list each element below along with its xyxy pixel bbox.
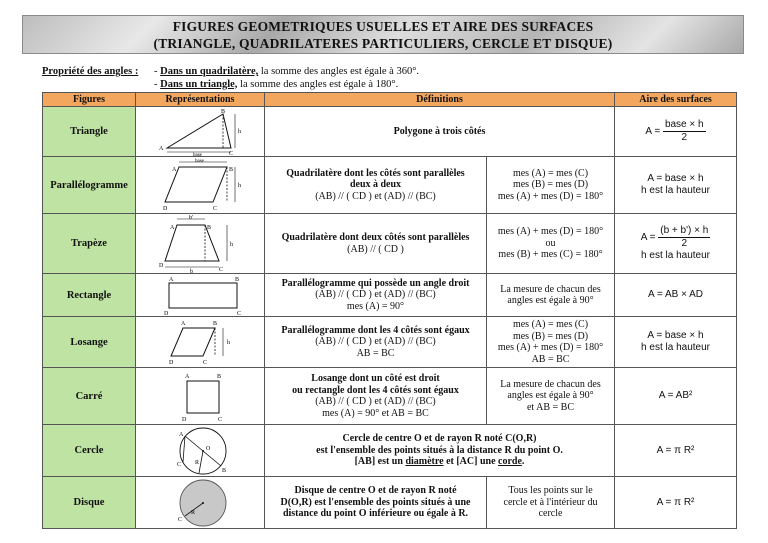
area-formula — [615, 214, 737, 274]
area-line: A = π R² — [656, 444, 695, 456]
note-line: Tous les points sur le — [508, 485, 593, 497]
definition-line: Losange dont un côté est droit — [311, 373, 440, 384]
quad-subject: Dans un quadrilatère, — [160, 66, 259, 77]
figures-table — [42, 92, 737, 529]
definition-line: distance du point O inférieure ou égale à R. — [282, 508, 469, 520]
measure-line: mes (B) = mes (D) — [512, 179, 589, 191]
definition-line: (AB) // ( CD ) et (AD) // (BC) — [315, 396, 436, 407]
label-b: B — [235, 277, 240, 283]
prefix: - — [154, 66, 161, 77]
disc-note — [487, 477, 615, 529]
table-row — [43, 317, 737, 368]
fraction-denominator: 2 — [681, 132, 688, 143]
label-b: B — [222, 467, 227, 474]
definition-line — [355, 456, 525, 467]
definition-cell — [265, 317, 487, 368]
area-line: A = base × h — [647, 330, 704, 341]
label-d: D — [164, 311, 169, 315]
angle-measures — [487, 214, 615, 274]
figure-name: Rectangle — [43, 274, 136, 317]
circle-svg — [145, 426, 255, 476]
properties-label: Propriété des angles : — [42, 66, 139, 77]
label-d: D — [163, 206, 168, 212]
definition-line: mes (A) = 90° et AB = BC — [322, 407, 429, 419]
label-h: h — [230, 241, 233, 248]
square-drawing — [136, 368, 265, 425]
label-b: B — [207, 224, 212, 231]
figure-name: Cercle — [43, 425, 136, 477]
square-svg — [145, 369, 255, 423]
measure-line: mes (A) + mes (D) = 180° — [497, 226, 604, 238]
measure-line: La mesure de chacun des — [500, 283, 601, 295]
definition-line: (AB) // ( CD ) — [347, 243, 404, 255]
header-figures: Figures — [43, 93, 136, 107]
definition-cell — [265, 214, 487, 274]
label-c: C — [237, 311, 242, 315]
figure-name: Disque — [43, 477, 136, 529]
disc-svg — [145, 478, 255, 528]
label-a: A — [181, 321, 186, 327]
figure-name: Losange — [43, 317, 136, 368]
label-c: C — [203, 360, 208, 366]
label-c: C — [177, 461, 182, 468]
text-part: . — [521, 456, 525, 468]
table-row — [43, 425, 737, 477]
disc-drawing — [136, 477, 265, 529]
table-row — [43, 214, 737, 274]
area-line: A = AB × AD — [647, 289, 704, 300]
table-row — [43, 477, 737, 529]
measure-line: La mesure de chacun des — [500, 378, 601, 390]
definition-line: deux à deux — [349, 179, 402, 191]
definition-line: Quadrilatère dont les côtés sont parallèles — [286, 167, 465, 179]
definition-line: (AB) // ( CD ) et (AD) // (BC) — [315, 336, 436, 348]
label-r: R — [191, 509, 196, 516]
label-o: O — [206, 445, 211, 452]
triangle-drawing — [136, 107, 265, 157]
definition-line: Disque de centre O et de rayon R noté — [294, 485, 457, 497]
area-formula — [615, 274, 737, 317]
definition-line: Quadrilatère dont deux côtés sont parallèles — [281, 232, 470, 243]
definition-line: est l'ensemble des points situés à la distance R du point O. — [316, 444, 563, 456]
measure-line: et AB = BC — [526, 401, 575, 413]
label-c: C — [178, 516, 183, 523]
definition-line: mes (A) = 90° — [346, 300, 405, 312]
tri-text: la somme des angles est égale à 180°. — [237, 78, 399, 90]
label-h: h — [238, 128, 241, 135]
fraction-numerator: base × h — [664, 119, 704, 130]
definition-line: Parallélogramme qui possède un angle droit — [281, 277, 470, 289]
angle-measures — [487, 157, 615, 214]
quad-text: la somme des angles est égale à 360°. — [258, 66, 420, 77]
figure-name: Trapèze — [43, 214, 136, 274]
title-banner — [22, 15, 744, 54]
area-fraction — [663, 119, 706, 144]
text-part: [AB] est un — [354, 456, 406, 468]
table-row — [43, 368, 737, 425]
measure-line: mes (A) = mes (C) — [512, 319, 589, 330]
rhombus-drawing — [136, 317, 265, 368]
circle-drawing — [136, 425, 265, 477]
measure-line: angles est égale à 90° — [507, 295, 594, 306]
measure-line: mes (A) + mes (D) = 180° — [497, 342, 604, 353]
area-formula — [615, 425, 737, 477]
area-fraction — [658, 225, 710, 250]
area-line: A = AB² — [658, 390, 693, 401]
definition-cell — [265, 368, 487, 425]
prefix: - — [154, 78, 161, 90]
definition-line: (AB) // ( CD ) et (AD) // (BC) — [315, 289, 436, 301]
definition-cell — [265, 274, 487, 317]
area-formula — [615, 477, 737, 529]
definition-line: Parallélogramme dont les 4 côtés sont égaux — [281, 324, 470, 336]
label-h: h — [227, 340, 230, 346]
area-line: h est la hauteur — [641, 185, 710, 196]
angle-measures — [487, 368, 615, 425]
label-c: C — [213, 206, 218, 212]
label-b-prime: b' — [189, 214, 194, 221]
angle-measures — [487, 317, 615, 368]
label-b: B — [213, 321, 218, 327]
label-b: B — [229, 167, 234, 173]
definition-cell — [265, 157, 487, 214]
figure-name: Triangle — [43, 107, 136, 157]
definition-line: Cercle de centre O et de rayon R noté C(O,R) — [342, 433, 537, 445]
label-r: R — [195, 459, 200, 466]
area-lhs: A = — [645, 126, 663, 138]
note-line: cercle et à l'intérieur du — [503, 496, 598, 508]
label-c: C — [218, 417, 223, 423]
label-base: base — [193, 152, 202, 156]
figure-name: Carré — [43, 368, 136, 425]
label-d: D — [169, 360, 174, 366]
label-a: A — [179, 431, 184, 438]
definition-cell — [265, 477, 487, 529]
chord-term: corde — [498, 456, 522, 468]
area-line: A = base × h — [647, 173, 704, 184]
definition-line: D(O,R) est l'ensemble des points situés à une — [280, 496, 471, 508]
label-c: C — [229, 150, 234, 156]
table-row — [43, 157, 737, 214]
header-representations: Représentations — [136, 93, 265, 107]
label-h: h — [238, 183, 241, 189]
header-definitions: Définitions — [265, 93, 615, 107]
measure-line: mes (B) + mes (C) = 180° — [498, 249, 603, 261]
definition-line: ou rectangle dont les 4 côtés sont égaux — [292, 384, 459, 396]
rectangle-svg — [145, 275, 255, 315]
label-base: base — [195, 159, 204, 164]
angle-properties — [42, 66, 419, 91]
area-lhs: A = — [640, 232, 659, 244]
table-header-row — [43, 93, 737, 107]
parallelogram-drawing — [136, 157, 265, 214]
definition-text: Polygone à trois côtés — [393, 125, 486, 137]
label-b: B — [221, 108, 226, 115]
measure-line: mes (B) = mes (D) — [512, 330, 589, 342]
definition-cell — [265, 107, 615, 157]
label-a: A — [159, 145, 164, 152]
label-c: C — [219, 266, 224, 273]
definition-cell — [265, 425, 615, 477]
rectangle-drawing — [136, 274, 265, 317]
header-aire: Aire des surfaces — [615, 93, 737, 107]
measure-line: AB = BC — [531, 353, 570, 365]
label-a: A — [185, 374, 190, 380]
table-row — [43, 274, 737, 317]
area-line: h est la hauteur — [641, 250, 710, 261]
area-formula — [615, 157, 737, 214]
table-row — [43, 107, 737, 157]
definition-line: (AB) // ( CD ) et (AD) // (BC) — [315, 190, 436, 202]
triangle-svg — [145, 108, 255, 156]
area-line: A = π R² — [656, 496, 695, 508]
diameter-term: diamètre — [405, 456, 444, 468]
title-line-1: FIGURES GEOMETRIQUES USUELLES ET AIRE DES SURFACES — [172, 19, 594, 34]
label-a: A — [169, 277, 174, 283]
trapezoid-drawing — [136, 214, 265, 274]
measure-line: angles est égale à 90° — [507, 390, 594, 402]
text-part: et [AC] une — [443, 456, 499, 468]
figure-name: Parallélogramme — [43, 157, 136, 214]
area-line: h est la hauteur — [641, 342, 710, 353]
fraction-denominator: 2 — [681, 238, 688, 249]
tri-subject: Dans un triangle, — [160, 78, 238, 90]
trapezoid-svg — [145, 215, 255, 273]
area-formula — [615, 317, 737, 368]
label-a: A — [172, 167, 177, 173]
area-formula — [615, 107, 737, 157]
angle-measures — [487, 274, 615, 317]
label-d: D — [182, 417, 187, 423]
rhombus-svg — [145, 318, 255, 366]
measure-line: mes (A) = mes (C) — [512, 167, 589, 179]
definition-line: AB = BC — [356, 347, 395, 359]
measure-line: mes (A) + mes (D) = 180° — [497, 190, 604, 202]
parallelogram-svg — [145, 158, 255, 212]
label-d: D — [159, 262, 164, 269]
note-line: cercle — [538, 508, 563, 520]
area-formula — [615, 368, 737, 425]
fraction-numerator: (b + b') × h — [660, 225, 709, 236]
label-b: B — [217, 374, 222, 380]
title-line-2: (TRIANGLE, QUADRILATERES PARTICULIERS, CERCLE ET DISQUE) — [153, 36, 613, 51]
label-b-small: b — [190, 268, 193, 273]
measure-line: ou — [545, 237, 556, 249]
label-a: A — [170, 224, 175, 231]
